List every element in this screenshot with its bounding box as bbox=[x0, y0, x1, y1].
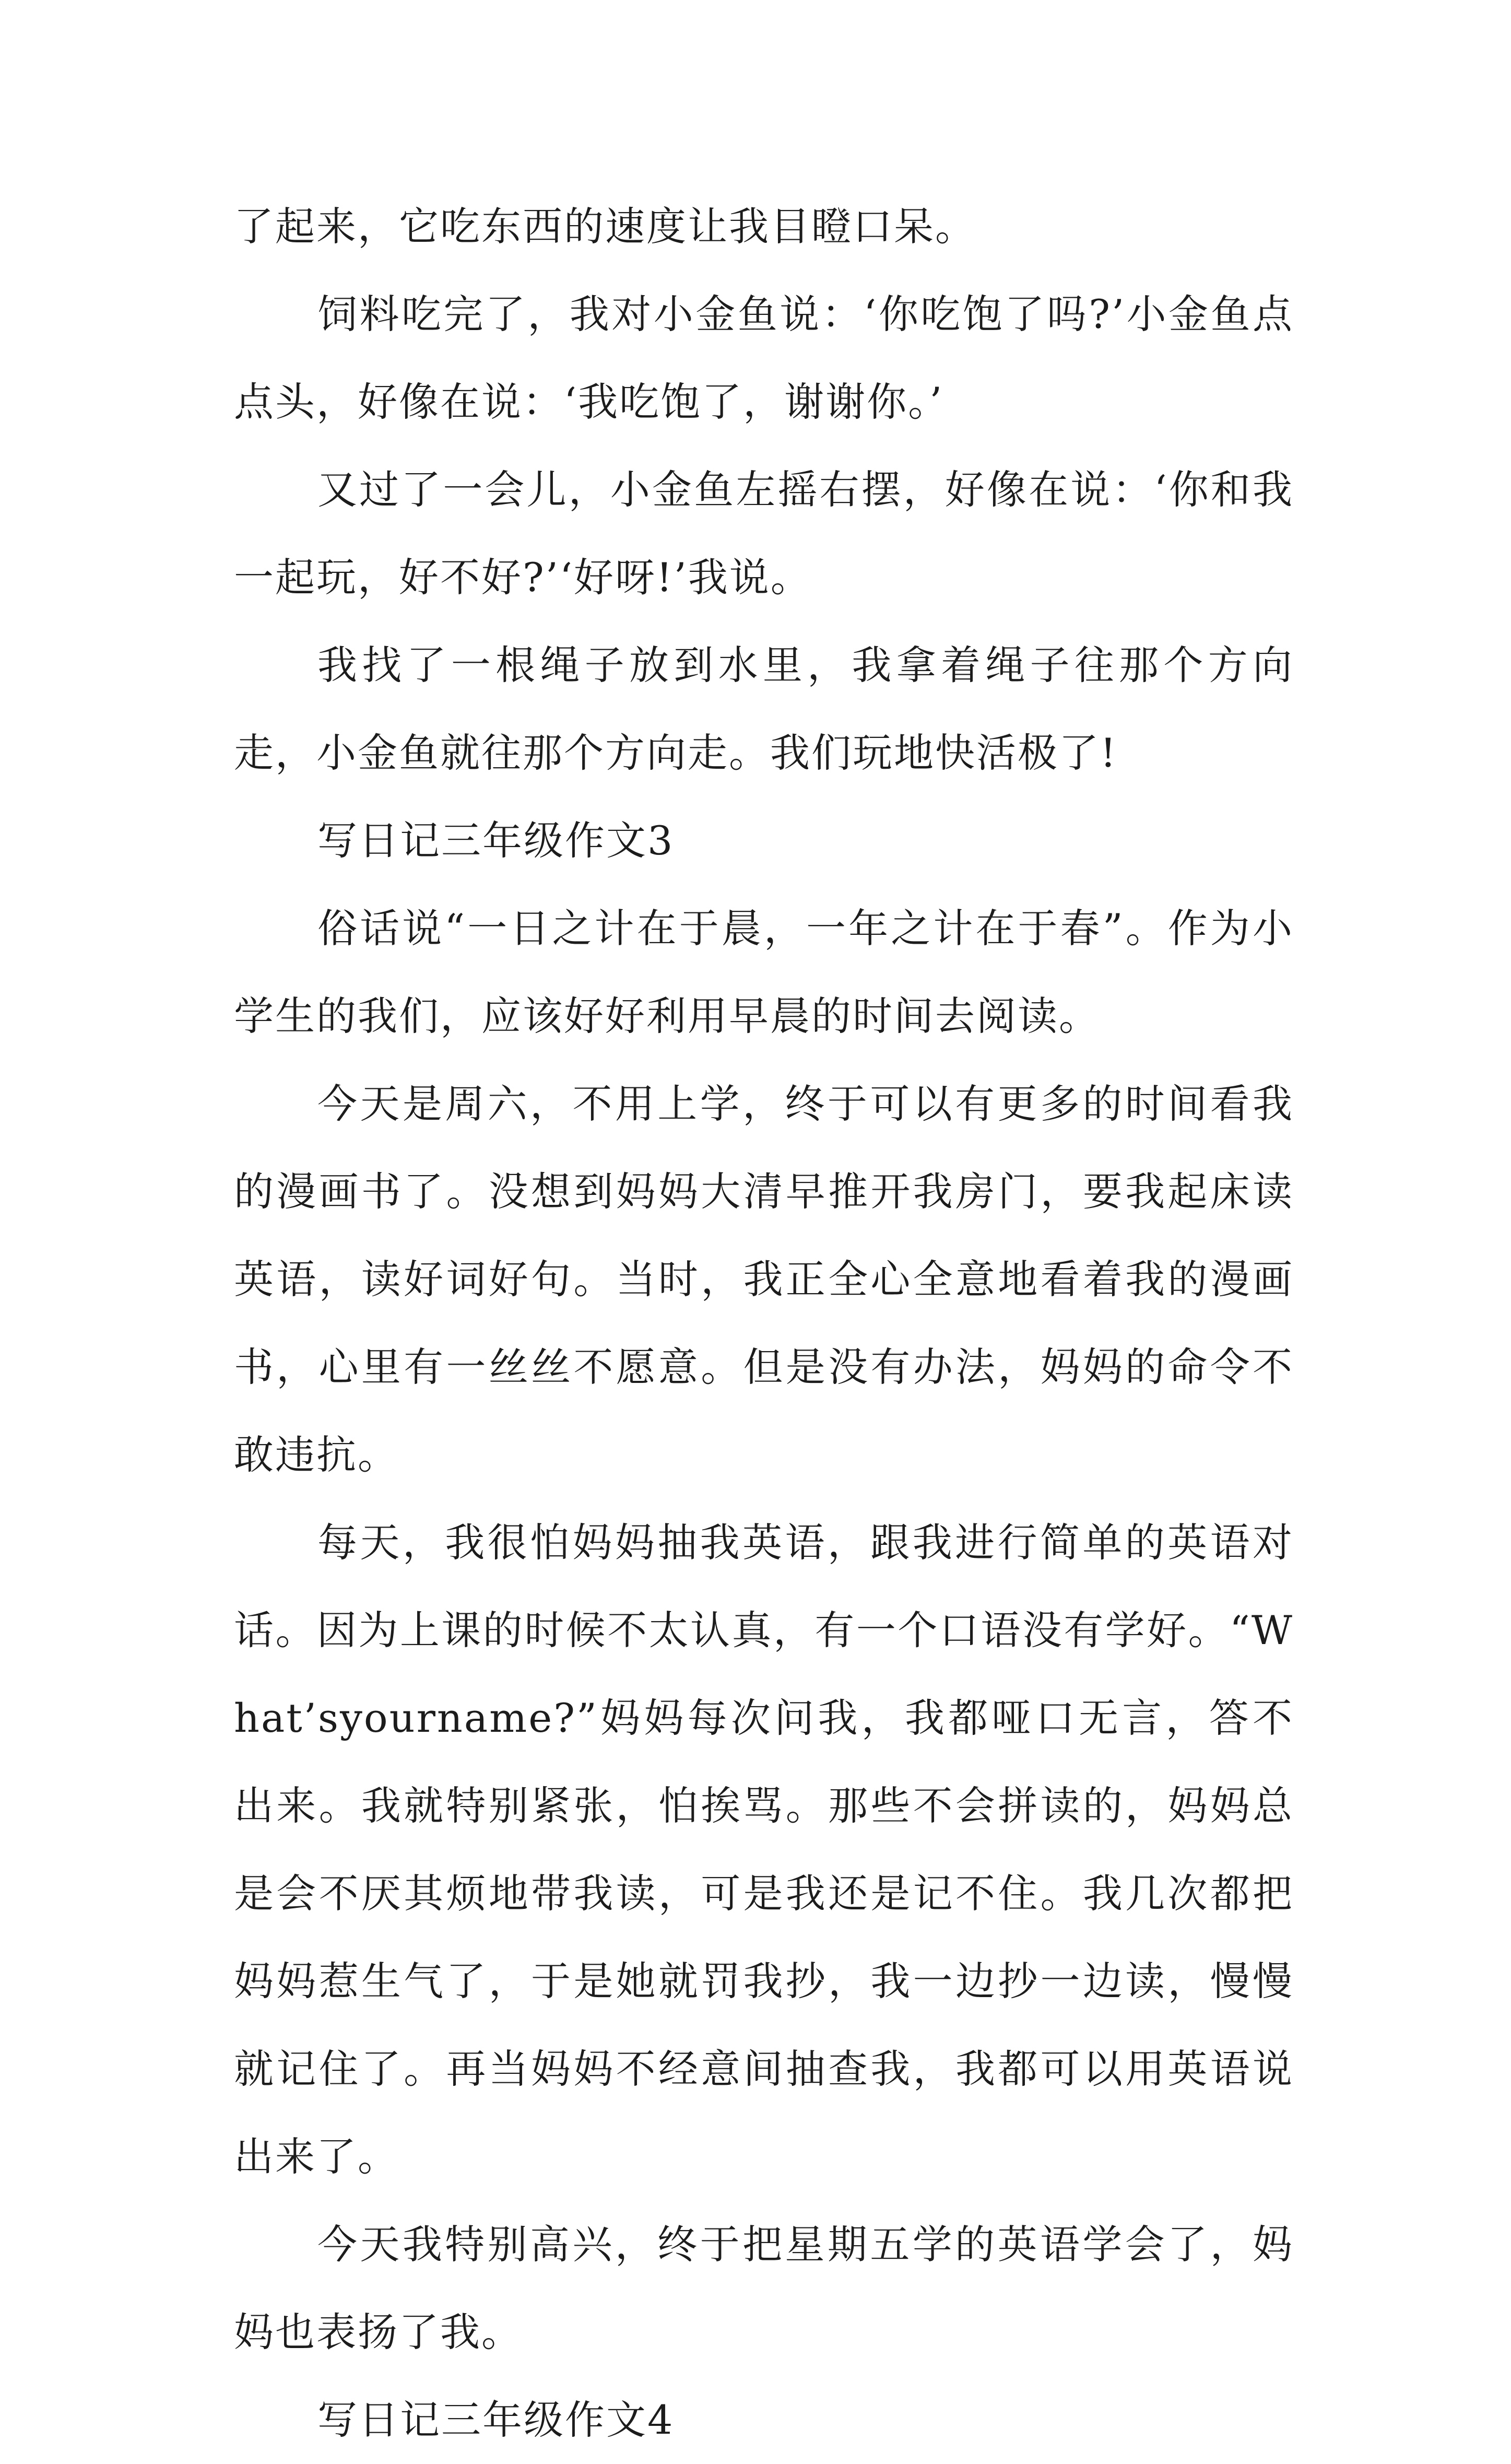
paragraph-goldfish-full: 饲料吃完了，我对小金鱼说：‘你吃饱了吗?’小金鱼点点头，好像在说：‘我吃饱了，谢谢你。’ bbox=[234, 291, 1294, 425]
paragraph-happy: 今天我特别高兴，终于把星期五学的英语学会了，妈妈也表扬了我。 bbox=[234, 2221, 1294, 2355]
paragraph-rope-game: 我找了一根绳子放到水里，我拿着绳子往那个方向走，小金鱼就往那个方向走。我们玩地快活极了! bbox=[234, 642, 1294, 776]
paragraph-english-practice: 每天，我很怕妈妈抽我英语，跟我进行简单的英语对话。因为上课的时候不太认真，有一个口语没有学好。“What’syourname?”妈妈每次问我，我都哑口无言，答不出来。我就特别紧张，怕挨骂。那些不会拼读的，妈妈总是会不厌其烦地带我读，可是我还是记不住。我几次都把妈妈惹生气了，于是她就罚我抄，我一边抄一边读，慢慢就记住了。再当妈妈不经意间抽查我，我都可以用英语说出来了。 bbox=[234, 1519, 1294, 2180]
paragraph-goldfish-eating: 了起来，它吃东西的速度让我目瞪口呆。 bbox=[234, 203, 976, 250]
essay-heading-4: 写日记三年级作文4 bbox=[317, 2397, 675, 2443]
paragraph-proverb: 俗话说“一日之计在于晨，一年之计在于春”。作为小学生的我们，应该好好利用早晨的时间去阅读。 bbox=[234, 905, 1294, 1039]
paragraph-saturday: 今天是周六，不用上学，终于可以有更多的时间看我的漫画书了。没想到妈妈大清早推开我房门，要我起床读英语，读好词好句。当时，我正全心全意地看着我的漫画书，心里有一丝丝不愿意。但是没有办法，妈妈的命令不敢违抗。 bbox=[234, 1081, 1294, 1478]
document-body bbox=[234, 183, 1294, 2464]
essay-heading-3: 写日记三年级作文3 bbox=[317, 817, 675, 864]
paragraph-goldfish-play: 又过了一会儿，小金鱼左摇右摆，好像在说：‘你和我一起玩，好不好?’‘好呀!’我说。 bbox=[234, 466, 1294, 601]
